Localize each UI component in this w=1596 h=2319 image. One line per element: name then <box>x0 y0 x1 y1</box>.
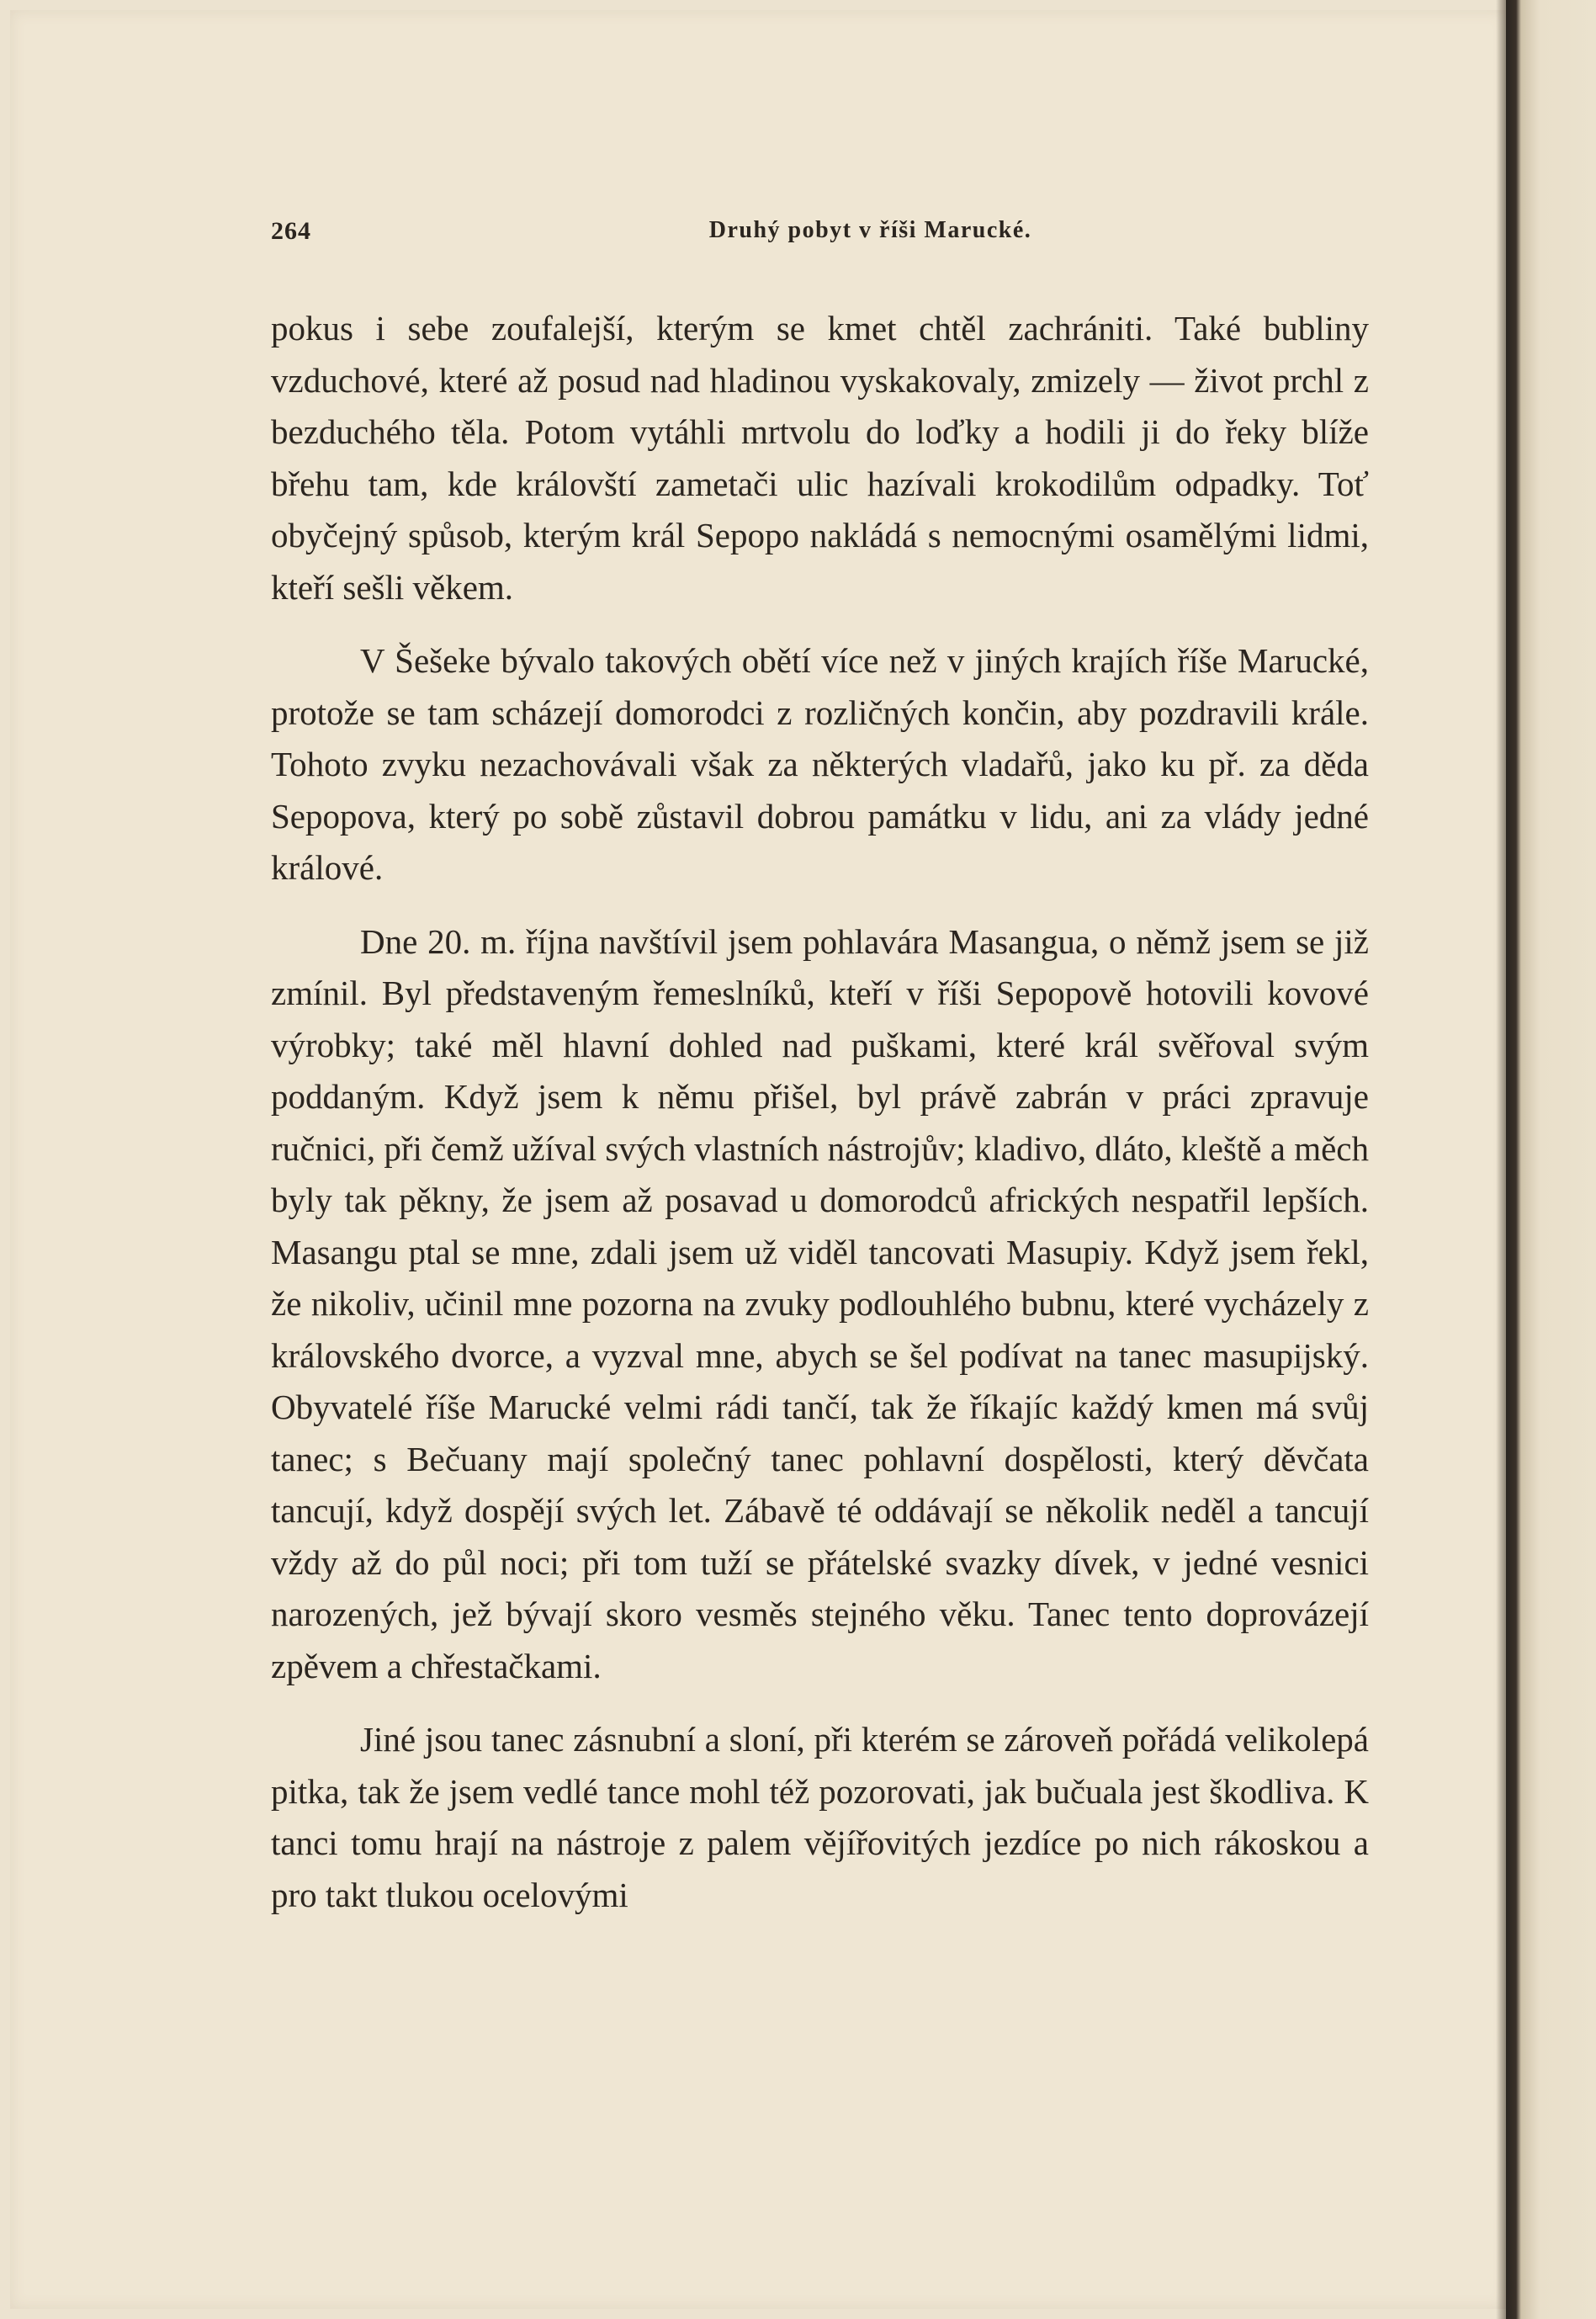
book-spine-edge <box>1506 0 1596 2319</box>
page-number: 264 <box>271 217 311 245</box>
page-header <box>271 217 1369 251</box>
paragraph-4: Jiné jsou tanec zásnubní a sloní, při kterém se zároveň pořádá velikolepá pitka, tak že jsem vedlé tance mohl též pozorovati, jak bučuala jest škodliva. K tanci tomu hrají na nástroje z palem vějířovitých jezdíce po nich rákoskou a pro takt tlukou ocelovými <box>271 1720 1369 1914</box>
running-title: Druhý pobyt v říši Marucké. <box>708 217 1032 243</box>
paragraph-3: Dne 20. m. října navštívil jsem pohlavára Masangua, o němž jsem se již zmínil. Byl představeným řemeslníků, kteří v říši Sepopově hotovili kovové výrobky; také měl hlavní dohled nad puškami, které král svěřoval svým poddaným. Když jsem k němu přišel, byl právě zabrán v práci zpravuje ručnici, při čemž užíval svých vlastních nástrojův; kladivo, dláto, kleště a měch byly tak pěkny, že jsem až posavad u domorodců afrických nespatřil lepších. Masangu ptal se mne, zdali jsem už viděl tancovati Masupiy. Když jsem řekl, že nikoliv, učinil mne pozorna na zvuky podlouhlého bubnu, které vycházely z královského dvorce, a vyzval mne, abych se šel podívat na tanec masupijský. Obyvatelé říše Marucké velmi rádi tančí, tak že říkajíc každý kmen má svůj tanec; s Bečuany mají společný tanec pohlavní dospělosti, který děvčata tancují, když dospějí svých let. Zábavě té oddávají se několik neděl a tancují vždy až do půl noci; při tom tuží se přátelské svazky dívek, v jedné vesnici narozených, jež bývají skoro vesměs stejného věku. Tanec tento doprovázejí zpěvem a chřestačkami. <box>271 921 1369 1685</box>
body-text <box>271 303 1369 1921</box>
paragraph-2: V Šešeke bývalo takových obětí více než v jiných krajích říše Marucké, protože se tam scházejí domorodci z rozličných končin, aby pozdravili krále. Tohoto zvyku nezachovávali však za některých vladařů, jako ku př. za děda Sepopova, který po sobě zůstavil dobrou památku v lidu, ani za vlády jedné králové. <box>271 641 1369 887</box>
paragraph-1: pokus i sebe zoufalejší, kterým se kmet chtěl zachrániti. Také bubliny vzduchové, které až posud nad hladinou vyskakovaly, zmizely — život prchl z bezduchého těla. Potom vytáhli mrtvolu do loďky a hodili ji do řeky blíže břehu tam, kde královští zametači ulic hazívali krokodilům odpadky. Toť obyčejný spůsob, kterým král Sepopo nakládá s nemocnými osamělými lidmi, kteří sešli věkem. <box>271 309 1369 607</box>
